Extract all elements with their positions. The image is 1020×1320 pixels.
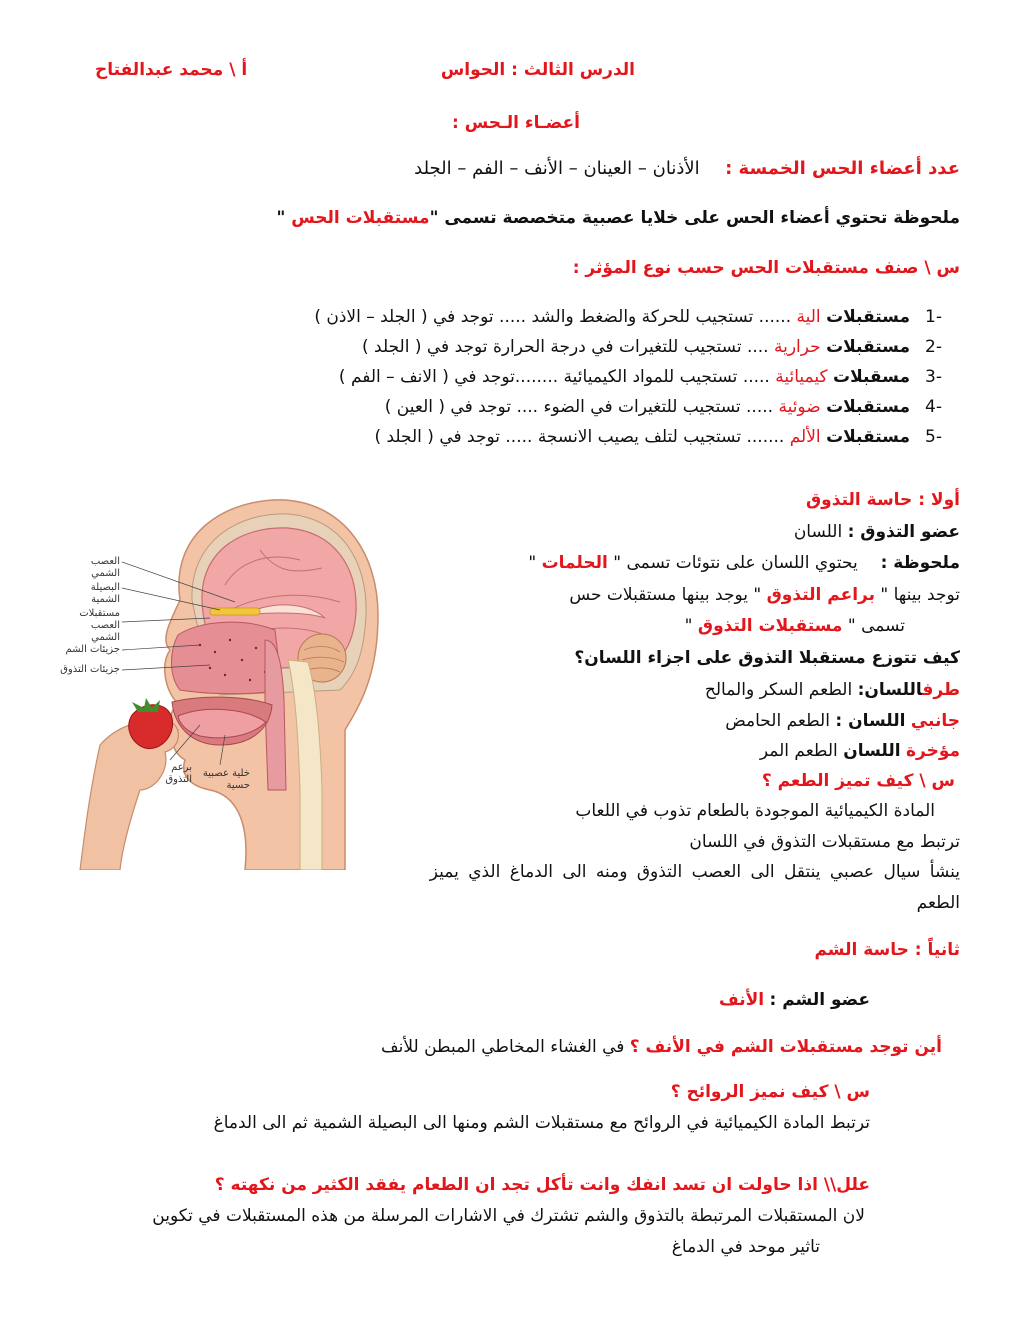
smell-organ-label: عضو الشم : [769, 990, 870, 1010]
taste-note-text: يحتوي اللسان على نتوئات تسمى " [613, 553, 858, 573]
organs-line [414, 158, 960, 179]
taste-between [569, 585, 960, 605]
item-desc: ...... تستجيب للحركة والضغط والشد ..... توجد في ( الجلد – الاذن ) [314, 307, 792, 327]
label-olfactory-bulb: البصيلة الشمية [90, 582, 120, 605]
list-item [210, 362, 942, 392]
taste-named-end: " [684, 616, 693, 636]
taste-between-post: " يوجد بينها مستقبلات حس [569, 585, 762, 605]
label-taste-bud: برعم التذوق [165, 762, 192, 785]
zone-taste: الطعم الحامض [725, 711, 830, 731]
zone-part: مؤخرة [905, 741, 960, 761]
taste-named [685, 616, 905, 636]
zone-taste: الطعم المر [759, 741, 838, 761]
note-highlight: مستقبلات الحس [291, 208, 430, 228]
smell-where [381, 1037, 942, 1057]
label-olfactory-nerve: العصب الشمي [90, 556, 120, 579]
smell-organ-value: الأنف [718, 990, 765, 1010]
item-label: مستقبلات [826, 337, 910, 357]
smell-why-answer-line: تاثير موحد في الدماغ [671, 1237, 820, 1257]
tongue-zone [705, 680, 960, 700]
smell-how-answer: ترتبط المادة الكيميائية في الروائح مع مستقبلات الشم ومنها الى البصيلة الشمية ثم الى الدماغ [213, 1113, 870, 1133]
how-taste-line: الطعم [916, 893, 960, 913]
taste-organ [794, 522, 960, 542]
item-desc: ..... تستجيب للتغيرات في الضوء .... توجد في ( العين ) [384, 397, 774, 417]
label-sensory-neuron: خلية عصبية حسية [202, 768, 250, 791]
taste-named-pre: تسمى " [847, 616, 905, 636]
item-type: حرارية [773, 337, 821, 357]
how-taste-line: المادة الكيميائية الموجودة بالطعام تذوب في اللعاب [575, 801, 935, 821]
item-label: مستقبلات [826, 427, 910, 447]
organs-label: عدد أعضاء الحس الخمسة : [725, 158, 960, 179]
head-illustration [60, 490, 380, 870]
smell-organ [719, 990, 870, 1010]
tongue-zone [760, 741, 960, 761]
classify-question: س \ صنف مستقبلات الحس حسب نوع المؤثر : [572, 258, 960, 278]
organs-value: الأذنان – العينان – الأنف – الفم – الجلد [414, 158, 700, 179]
author-name: أ \ محمد عبدالفتاح [95, 60, 248, 80]
how-taste-line: ترتبط مع مستقبلات التذوق في اللسان [689, 832, 960, 852]
item-desc: .... تستجيب للتغيرات في درجة الحرارة توجد في ( الجلد ) [361, 337, 769, 357]
smell-where-answer: في الغشاء المخاطي المبطن للأنف [381, 1037, 625, 1057]
item-number: 1- [925, 307, 942, 327]
item-label: مسقبلات [833, 367, 910, 387]
item-label: مستقبلات [826, 307, 910, 327]
list-item [210, 422, 942, 452]
zone-tongue: اللسان [843, 741, 901, 761]
zone-part: جانبي [910, 711, 960, 731]
taste-note-end: " [528, 553, 537, 573]
item-number: 4- [925, 397, 942, 417]
note-text: ملحوظة تحتوي أعضاء الحس على خلايا عصبية متخصصة تسمى " [429, 208, 960, 228]
smell-how-question: س \ كيف نميز الروائح ؟ [670, 1082, 870, 1102]
tongue-zone [725, 711, 960, 731]
taste-heading: أولا : حاسة التذوق [805, 490, 960, 510]
zone-part: طرف [922, 680, 960, 700]
taste-note [528, 553, 960, 573]
item-number: 2- [925, 337, 942, 357]
sense-organs-heading: أعضـاء الـحس : [451, 113, 580, 133]
taste-organ-label: عضو التذوق : [847, 522, 960, 542]
item-number: 5- [925, 427, 942, 447]
label-olfactory-receptors: مستقبلات العصب الشمي [79, 608, 120, 643]
item-desc: ..... تستجيب للمواد الكيميائية ........توجد في ( الانف – الفم ) [338, 367, 770, 387]
taste-named-highlight: مستقبلات التذوق [697, 616, 843, 636]
taste-between-highlight: براعم التذوق [766, 585, 875, 605]
zone-tongue: اللسان: [857, 680, 923, 700]
item-type: الألم [789, 427, 821, 447]
item-desc: ....... تستجيب لتلف يصيب الانسجة ..... توجد في ( الجلد ) [374, 427, 785, 447]
distribution-question: كيف تتوزع مستقبلا التذوق على اجزاء اللسان؟ [574, 648, 960, 668]
taste-note-highlight: الحلمات [541, 553, 608, 573]
olfactory-bulb-shape [210, 608, 260, 615]
taste-note-label: ملحوظة : [880, 553, 960, 573]
how-taste-question: س \ كيف تميز الطعم ؟ [761, 771, 955, 791]
taste-between-pre: توجد بينها " [880, 585, 960, 605]
label-taste-particles: جزيئات التذوق [60, 664, 120, 675]
smell-heading: ثانياً : حاسة الشم [814, 940, 960, 960]
list-item [210, 302, 942, 332]
label-smell-particles: جزيئات الشم [65, 644, 120, 655]
taste-organ-value: اللسان [793, 522, 843, 542]
item-label: مستقبلات [826, 397, 910, 417]
item-number: 3- [925, 367, 942, 387]
zone-tongue: اللسان : [835, 711, 906, 731]
note-end: " [276, 208, 286, 228]
note-line [276, 208, 960, 228]
smell-why-question: علل\\ اذا حاولت ان تسد انفك وانت تأكل تجد ان الطعام يفقد الكثير من نكهته ؟ [214, 1175, 870, 1195]
item-type: كيميائية [775, 367, 828, 387]
smell-why-answer-line: لان المستقبلات المرتبطة بالتذوق والشم تشترك في الاشارات المرسلة من هذه المستقبلات في تكوين [152, 1206, 865, 1226]
receptor-list [210, 302, 942, 452]
lesson-title: الدرس الثالث : الحواس [440, 60, 635, 80]
list-item [210, 392, 942, 422]
how-taste-line: ينشأ سيال عصبي ينتقل الى العصب التذوق ومنه الى الدماغ الذي يميز [429, 862, 960, 882]
zone-taste: الطعم السكر والمالح [704, 680, 853, 700]
head-cross-section-figure [60, 490, 380, 870]
smell-where-question: أين توجد مستقبلات الشم في الأنف ؟ [629, 1037, 942, 1057]
list-item [210, 332, 942, 362]
strawberry-leaves [132, 698, 160, 712]
item-type: ضوئية [778, 397, 821, 417]
item-type: الية [796, 307, 821, 327]
